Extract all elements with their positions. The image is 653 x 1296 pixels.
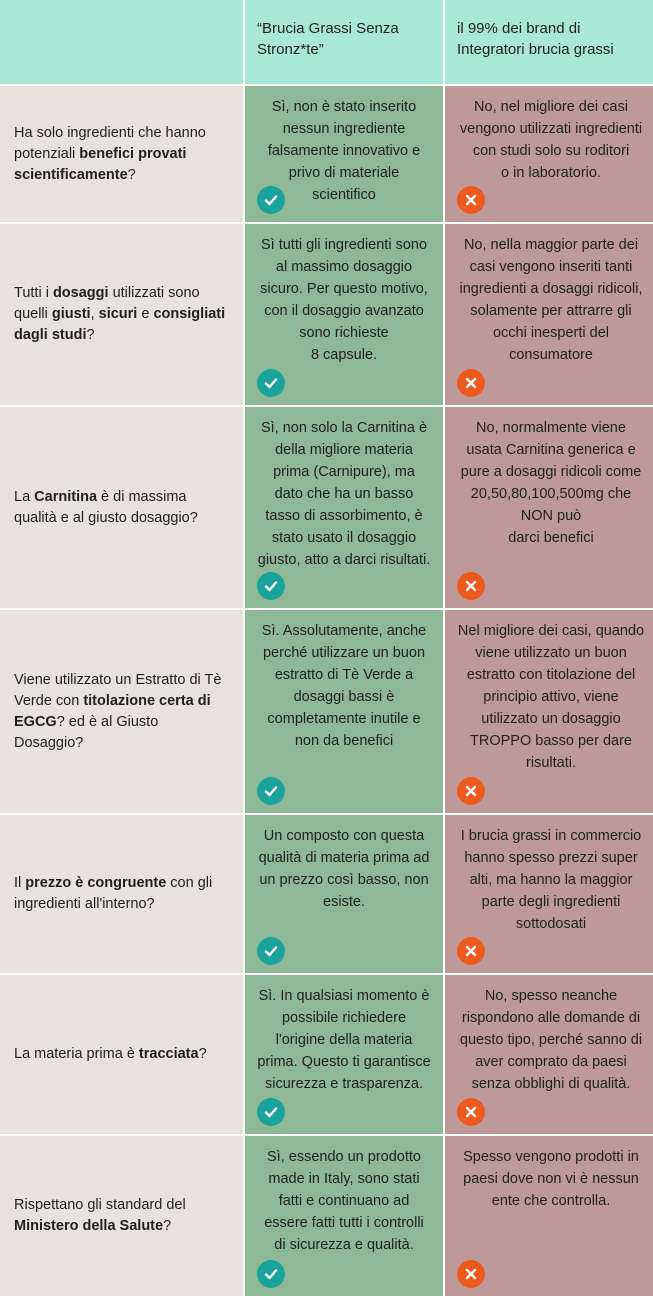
check-icon <box>257 572 285 600</box>
others-answer-text: Nel migliore dei casi, quando viene utilizzato un buon estratto con titolazione del principio attivo, viene utilizzato un dosaggio TROPPO basso per dare risultati. <box>457 623 645 771</box>
question-fragment: Rispettano gli standard del <box>14 1197 186 1213</box>
question-text <box>14 670 229 754</box>
question-fragment: Il <box>14 875 26 891</box>
others-answer-text: Spesso vengono prodotti in paesi dove non vi è nessun ente che controlla. <box>463 1149 639 1209</box>
cross-icon <box>457 572 485 600</box>
others-answer-text: I brucia grassi in commercio hanno spesso prezzi super alti, ma hanno la maggior parte degli ingredienti sottodosati <box>460 828 642 932</box>
question-fragment: utilizzati sono quelli <box>14 285 200 322</box>
question-fragment: Viene utilizzato un Estratto di Tè Verde con <box>14 671 222 709</box>
question-text <box>14 873 229 915</box>
question-highlight: titolazione certa di EGCG <box>14 692 211 730</box>
question-fragment: La <box>14 488 35 505</box>
question-text <box>14 1044 207 1065</box>
question-fragment: , <box>90 306 99 322</box>
product-answer-cell <box>245 224 443 405</box>
question-cell <box>0 86 243 222</box>
question-fragment: ? ed è al Giusto Dosaggio? <box>14 713 159 751</box>
others-answer-cell <box>445 86 653 222</box>
header-others: il 99% dei brand di Integratori brucia grassi <box>445 0 653 84</box>
question-highlight: Carnitina <box>34 488 98 505</box>
product-answer-cell <box>245 610 443 813</box>
question-highlight: sicuri <box>98 306 138 322</box>
cross-icon <box>457 1098 485 1126</box>
check-icon <box>257 937 285 965</box>
others-answer-cell <box>445 407 653 608</box>
check-icon <box>257 1098 285 1126</box>
question-cell <box>0 224 243 405</box>
product-answer-cell <box>245 815 443 973</box>
check-icon <box>257 369 285 397</box>
question-cell <box>0 815 243 973</box>
question-highlight: dosaggi <box>52 285 109 301</box>
check-icon <box>257 777 285 805</box>
question-highlight: tracciata <box>138 1046 199 1062</box>
others-answer-text: No, nel migliore dei casi vengono utilizzati ingredienti con studi solo su roditori o in laboratorio. <box>459 99 643 181</box>
question-text <box>14 283 229 346</box>
others-answer-cell <box>445 975 653 1134</box>
header-empty-cell <box>0 0 243 84</box>
question-fragment: Ha solo ingredienti che hanno potenziali <box>14 124 206 162</box>
question-fragment: ? <box>86 327 95 343</box>
question-fragment: Tutti i <box>14 285 53 301</box>
others-answer-text: No, normalmente viene usata Carnitina generica e pure a dosaggi ridicoli come 20,50,80,100,500mg che NON può darci benefici <box>460 420 642 546</box>
product-answer-text: Sì. In qualsiasi momento è possibile richiedere l'origine della materia prima. Questo ti garantisce sicurezza e trasparenza. <box>257 988 431 1092</box>
question-fragment: La materia prima è <box>14 1046 139 1062</box>
others-answer-cell <box>445 224 653 405</box>
question-fragment: ? <box>163 1218 172 1234</box>
others-answer-text: No, spesso neanche rispondono alle domande di questo tipo, perché sanno di aver comprato da paesi senza obblighi di qualità. <box>459 988 643 1092</box>
question-cell <box>0 975 243 1134</box>
others-answer-cell <box>445 610 653 813</box>
cross-icon <box>457 937 485 965</box>
question-highlight: Ministero della Salute <box>14 1218 164 1234</box>
others-answer-cell <box>445 815 653 973</box>
question-fragment: ? <box>198 1046 207 1062</box>
question-fragment: ? <box>127 166 136 183</box>
product-answer-text: Un composto con questa qualità di materia prima ad un prezzo così basso, non esiste. <box>258 828 430 910</box>
cross-icon <box>457 1260 485 1288</box>
product-answer-cell <box>245 975 443 1134</box>
question-highlight: consigliati dagli studi <box>14 306 226 343</box>
product-answer-text: Sì. Assolutamente, anche perché utilizzare un buon estratto di Tè Verde a dosaggi bassi è completamente inutile e non da benefici <box>261 623 427 749</box>
check-icon <box>257 186 285 214</box>
product-answer-cell <box>245 86 443 222</box>
question-cell <box>0 407 243 608</box>
question-cell <box>0 610 243 813</box>
question-text <box>14 1195 229 1237</box>
product-answer-text: Sì tutti gli ingredienti sono al massimo dosaggio sicuro. Per questo motivo, con il dosaggio avanzato sono richieste 8 capsule. <box>260 237 428 363</box>
product-answer-cell <box>245 407 443 608</box>
product-answer-cell <box>245 1136 443 1296</box>
question-cell <box>0 1136 243 1296</box>
question-fragment: con gli ingredienti all'interno? <box>14 875 213 912</box>
others-answer-cell <box>445 1136 653 1296</box>
cross-icon <box>457 369 485 397</box>
question-text <box>14 123 229 186</box>
header-product: “Brucia Grassi Senza Stronz*te” <box>245 0 443 84</box>
question-text <box>14 487 229 529</box>
cross-icon <box>457 777 485 805</box>
product-answer-text: Sì, essendo un prodotto made in Italy, sono stati fatti e continuano ad essere fatti tutti i controlli di sicurezza e qualità. <box>264 1149 424 1253</box>
product-answer-text: Sì, non è stato inserito nessun ingrediente falsamente innovativo e privo di materiale scientifico <box>267 99 421 203</box>
question-fragment: è di massima qualità e al giusto dosaggio? <box>14 488 198 526</box>
product-answer-text: Sì, non solo la Carnitina è della migliore materia prima (Carnipure), ma dato che ha un basso tasso di assorbimento, è stato usato il dosaggio giusto, atto a darci risultati. <box>257 420 431 568</box>
cross-icon <box>457 186 485 214</box>
question-highlight: benefici provati scientificamente <box>14 145 187 183</box>
others-answer-text: No, nella maggior parte dei casi vengono inseriti tanti ingredienti a dosaggi ridicoli, solamente per attrarre gli occhi inesperti del consumatore <box>459 237 643 363</box>
question-highlight: prezzo è congruente <box>25 875 167 891</box>
question-fragment: e <box>137 306 154 322</box>
question-highlight: giusti <box>51 306 91 322</box>
check-icon <box>257 1260 285 1288</box>
